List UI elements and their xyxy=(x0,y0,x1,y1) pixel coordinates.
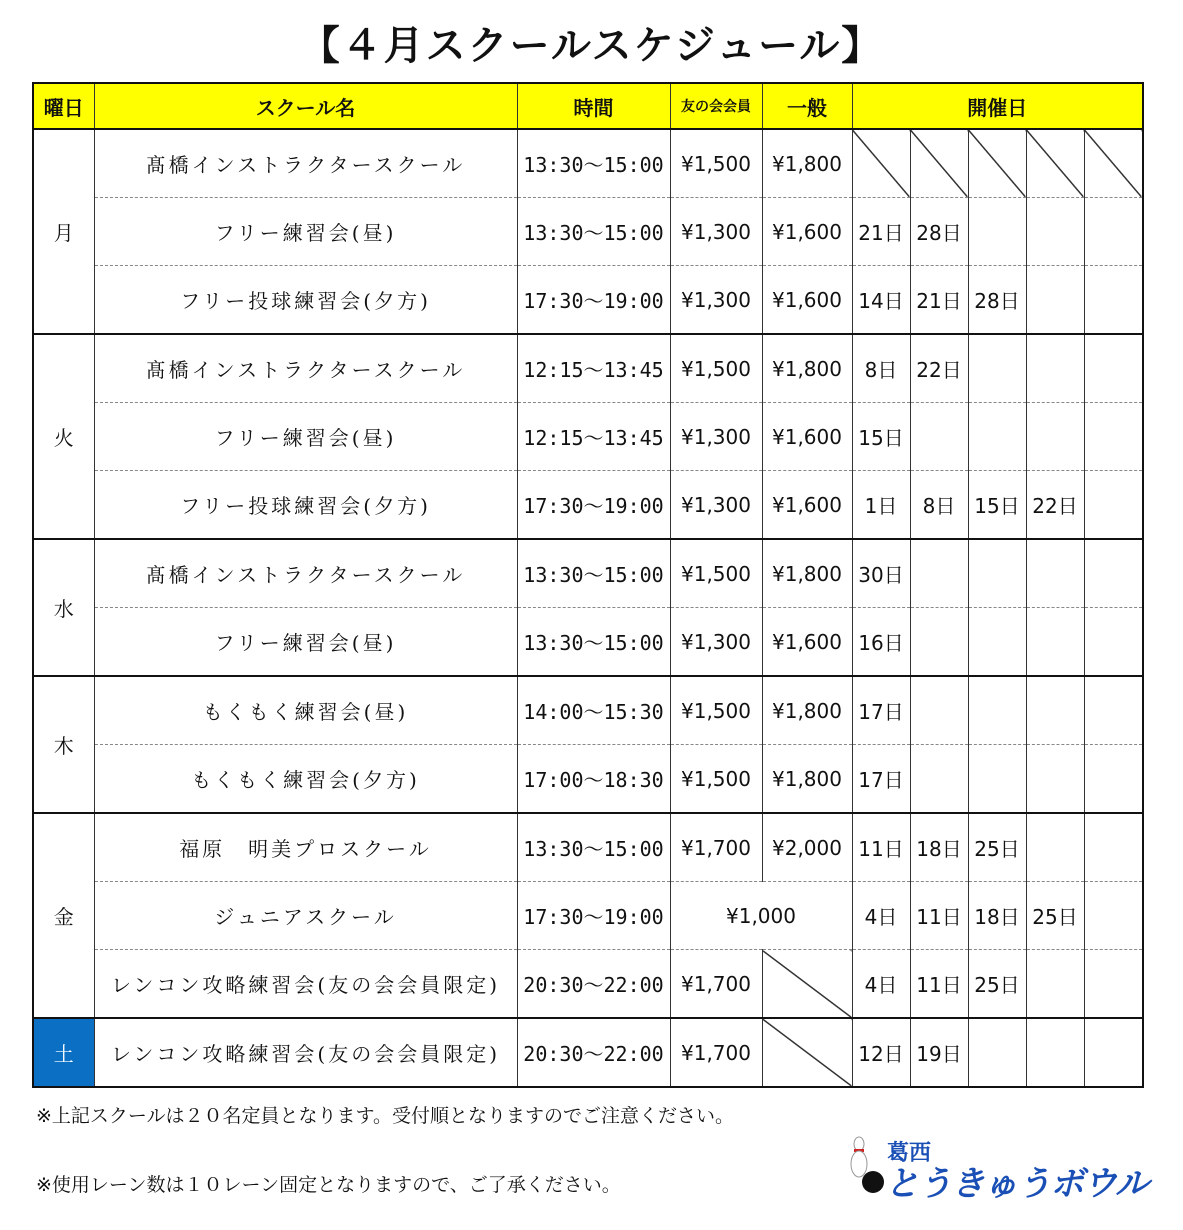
date-cell xyxy=(1026,676,1084,745)
table-row xyxy=(33,950,1143,1019)
date-cell xyxy=(1084,608,1143,677)
header-time: 時間 xyxy=(517,83,670,129)
date-cell: 21日 xyxy=(852,198,910,266)
member-price: ¥1,300 xyxy=(670,266,762,335)
date-cell xyxy=(968,676,1026,745)
member-price: ¥1,500 xyxy=(670,129,762,198)
header-day: 曜日 xyxy=(33,83,94,129)
note-capacity: ※上記スクールは２０名定員となります。受付順となりますのでご注意ください。 xyxy=(36,1105,735,1127)
date-cell: 11日 xyxy=(852,813,910,882)
time-cell: 17:00〜18:30 xyxy=(517,745,670,814)
member-price: ¥1,500 xyxy=(670,676,762,745)
table-row xyxy=(33,129,1143,198)
general-price: ¥1,800 xyxy=(762,334,852,403)
table-row xyxy=(33,471,1143,540)
date-cell: 22日 xyxy=(1026,471,1084,540)
date-cell: 17日 xyxy=(852,745,910,814)
date-cell xyxy=(968,745,1026,814)
date-empty-slash xyxy=(1084,129,1143,198)
table-row xyxy=(33,745,1143,814)
general-price-empty-slash xyxy=(762,1018,852,1087)
date-cell xyxy=(1026,1018,1084,1087)
member-price: ¥1,300 xyxy=(670,403,762,471)
header-dates: 開催日 xyxy=(852,83,1143,129)
table-row xyxy=(33,539,1143,608)
member-price: ¥1,300 xyxy=(670,471,762,540)
school-name: フリー投球練習会(夕方) xyxy=(94,266,517,335)
date-cell xyxy=(968,403,1026,471)
table-row xyxy=(33,882,1143,950)
school-name: 福原 明美プロスクール xyxy=(94,813,517,882)
date-cell: 19日 xyxy=(910,1018,968,1087)
date-cell xyxy=(910,676,968,745)
combined-price: ¥1,000 xyxy=(670,882,852,950)
date-cell xyxy=(1084,198,1143,266)
date-cell: 12日 xyxy=(852,1018,910,1087)
date-cell: 21日 xyxy=(910,266,968,335)
day-cell: 木 xyxy=(33,676,94,813)
date-cell xyxy=(968,608,1026,677)
date-cell xyxy=(968,198,1026,266)
date-cell xyxy=(1026,539,1084,608)
date-cell: 15日 xyxy=(968,471,1026,540)
table-row xyxy=(33,676,1143,745)
member-price: ¥1,500 xyxy=(670,539,762,608)
date-cell: 14日 xyxy=(852,266,910,335)
date-cell xyxy=(1084,266,1143,335)
time-cell: 13:30〜15:00 xyxy=(517,539,670,608)
table-row xyxy=(33,266,1143,335)
table-row xyxy=(33,403,1143,471)
school-name: レンコン攻略練習会(友の会会員限定) xyxy=(94,1018,517,1087)
date-cell: 18日 xyxy=(910,813,968,882)
general-price-empty-slash xyxy=(762,950,852,1019)
table-row xyxy=(33,1018,1143,1087)
date-cell xyxy=(1026,198,1084,266)
schedule-table xyxy=(32,82,1144,1088)
time-cell: 13:30〜15:00 xyxy=(517,129,670,198)
school-name: フリー練習会(昼) xyxy=(94,198,517,266)
date-cell xyxy=(1084,813,1143,882)
date-empty-slash xyxy=(1026,129,1084,198)
general-price: ¥1,600 xyxy=(762,266,852,335)
time-cell: 13:30〜15:00 xyxy=(517,608,670,677)
day-cell: 火 xyxy=(33,334,94,539)
date-cell xyxy=(1026,334,1084,403)
general-price: ¥1,600 xyxy=(762,198,852,266)
date-cell: 11日 xyxy=(910,950,968,1019)
date-cell xyxy=(1084,539,1143,608)
date-cell xyxy=(1026,266,1084,335)
date-cell: 1日 xyxy=(852,471,910,540)
date-cell: 25日 xyxy=(968,813,1026,882)
day-cell: 水 xyxy=(33,539,94,676)
header-school: スクール名 xyxy=(94,83,517,129)
date-cell xyxy=(1026,950,1084,1019)
school-name: フリー練習会(昼) xyxy=(94,608,517,677)
member-price: ¥1,700 xyxy=(670,813,762,882)
time-cell: 17:30〜19:00 xyxy=(517,266,670,335)
general-price: ¥1,600 xyxy=(762,471,852,540)
date-cell: 22日 xyxy=(910,334,968,403)
school-name: 髙橋インストラクタースクール xyxy=(94,539,517,608)
date-cell xyxy=(968,539,1026,608)
day-cell: 金 xyxy=(33,813,94,1018)
general-price: ¥1,800 xyxy=(762,676,852,745)
school-name: もくもく練習会(夕方) xyxy=(94,745,517,814)
bowling-logo xyxy=(845,1136,1148,1204)
general-price: ¥1,800 xyxy=(762,129,852,198)
time-cell: 13:30〜15:00 xyxy=(517,198,670,266)
date-cell xyxy=(1084,334,1143,403)
school-name: フリー練習会(昼) xyxy=(94,403,517,471)
member-price: ¥1,500 xyxy=(670,334,762,403)
date-cell xyxy=(1084,471,1143,540)
date-cell xyxy=(1026,403,1084,471)
general-price: ¥1,800 xyxy=(762,539,852,608)
date-cell xyxy=(910,539,968,608)
date-cell: 28日 xyxy=(910,198,968,266)
date-cell xyxy=(1026,608,1084,677)
date-cell xyxy=(968,334,1026,403)
logo-sub-text: 葛西 xyxy=(887,1141,932,1166)
date-cell: 4日 xyxy=(852,882,910,950)
date-cell xyxy=(1084,676,1143,745)
time-cell: 17:30〜19:00 xyxy=(517,471,670,540)
date-empty-slash xyxy=(968,129,1026,198)
header-row xyxy=(33,83,1143,129)
date-cell: 16日 xyxy=(852,608,910,677)
date-cell: 4日 xyxy=(852,950,910,1019)
page-title: 【４月スクールスケジュール】 xyxy=(299,22,884,69)
table-row xyxy=(33,813,1143,882)
school-name: フリー投球練習会(夕方) xyxy=(94,471,517,540)
date-cell xyxy=(1084,882,1143,950)
table-row xyxy=(33,608,1143,677)
member-price: ¥1,300 xyxy=(670,608,762,677)
date-cell: 15日 xyxy=(852,403,910,471)
date-cell xyxy=(1084,1018,1143,1087)
school-name: ジュニアスクール xyxy=(94,882,517,950)
school-name: 髙橋インストラクタースクール xyxy=(94,334,517,403)
date-cell xyxy=(1026,813,1084,882)
member-price: ¥1,500 xyxy=(670,745,762,814)
date-cell: 18日 xyxy=(968,882,1026,950)
date-empty-slash xyxy=(852,129,910,198)
date-cell xyxy=(1084,403,1143,471)
member-price: ¥1,300 xyxy=(670,198,762,266)
school-name: もくもく練習会(昼) xyxy=(94,676,517,745)
header-member: 友の会会員 xyxy=(670,83,762,129)
time-cell: 17:30〜19:00 xyxy=(517,882,670,950)
note-lanes: ※使用レーン数は１０レーン固定となりますので、ご了承ください。 xyxy=(36,1174,621,1196)
date-cell: 8日 xyxy=(910,471,968,540)
table-row xyxy=(33,334,1143,403)
date-cell: 17日 xyxy=(852,676,910,745)
date-cell xyxy=(910,745,968,814)
time-cell: 14:00〜15:30 xyxy=(517,676,670,745)
bowling-pin-icon xyxy=(845,1136,885,1196)
time-cell: 13:30〜15:00 xyxy=(517,813,670,882)
date-cell: 11日 xyxy=(910,882,968,950)
general-price: ¥1,600 xyxy=(762,608,852,677)
time-cell: 20:30〜22:00 xyxy=(517,950,670,1019)
general-price: ¥1,800 xyxy=(762,745,852,814)
date-cell: 25日 xyxy=(968,950,1026,1019)
logo-main-text: とうきゅうボウル xyxy=(885,1164,1148,1204)
header-general: 一般 xyxy=(762,83,852,129)
day-cell-saturday: 土 xyxy=(33,1018,94,1087)
member-price: ¥1,700 xyxy=(670,1018,762,1087)
member-price: ¥1,700 xyxy=(670,950,762,1019)
table-row xyxy=(33,198,1143,266)
date-cell xyxy=(968,1018,1026,1087)
general-price: ¥2,000 xyxy=(762,813,852,882)
school-name: レンコン攻略練習会(友の会会員限定) xyxy=(94,950,517,1019)
school-name: 髙橋インストラクタースクール xyxy=(94,129,517,198)
general-price: ¥1,600 xyxy=(762,403,852,471)
date-cell xyxy=(1026,745,1084,814)
day-cell: 月 xyxy=(33,129,94,334)
time-cell: 12:15〜13:45 xyxy=(517,403,670,471)
date-empty-slash xyxy=(910,129,968,198)
date-cell: 28日 xyxy=(968,266,1026,335)
date-cell xyxy=(910,608,968,677)
time-cell: 12:15〜13:45 xyxy=(517,334,670,403)
date-cell: 8日 xyxy=(852,334,910,403)
date-cell: 30日 xyxy=(852,539,910,608)
time-cell: 20:30〜22:00 xyxy=(517,1018,670,1087)
date-cell xyxy=(1084,950,1143,1019)
date-cell xyxy=(1084,745,1143,814)
date-cell xyxy=(910,403,968,471)
date-cell: 25日 xyxy=(1026,882,1084,950)
